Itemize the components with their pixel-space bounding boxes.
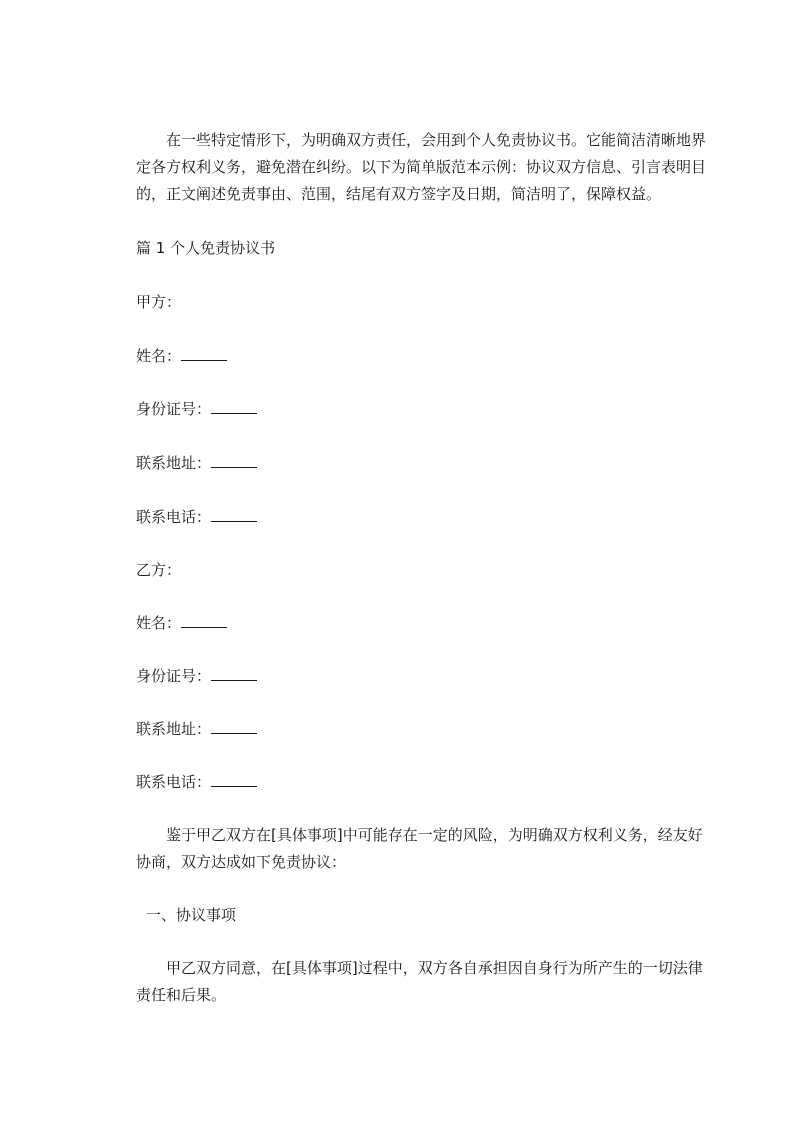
party-a-address-blank <box>211 453 257 468</box>
clause-1-heading: 一、协议事项 <box>146 906 237 924</box>
party-b-phone-label: 联系电话： <box>136 773 212 791</box>
party-a-heading: 甲方： <box>136 293 182 311</box>
clause-1-body: 甲乙双方同意，在[具体事项]过程中，双方各自承担因自身行为所产生的一切法律责任和后果。 <box>136 959 703 1004</box>
party-b-id-label: 身份证号： <box>136 667 212 685</box>
party-b-id-blank <box>211 666 257 681</box>
party-a-phone-field <box>136 506 257 528</box>
preamble-paragraph: 鉴于甲乙双方在[具体事项]中可能存在一定的风险，为明确双方权利义务，经友好协商，双方达成如下免责协议： <box>136 826 703 871</box>
party-a-phone-label: 联系电话： <box>136 508 212 526</box>
party-a-address-label: 联系地址： <box>136 454 212 472</box>
intro-paragraph: 在一些特定情形下，为明确双方责任，会用到个人免责协议书。它能简洁清晰地界定各方权利义务，避免潜在纠纷。以下为简单版范本示例：协议双方信息、引言表明目的，正文阐述免责事由、范围，结尾有双方签字及日期，简洁明了，保障权益。 <box>136 131 707 203</box>
party-b-id-field <box>136 665 257 687</box>
party-a-id-blank <box>211 399 257 414</box>
section-title: 篇 1 个人免责协议书 <box>136 239 276 257</box>
party-a-address-field <box>136 452 257 474</box>
party-b-phone-field <box>136 771 257 793</box>
party-b-address-blank <box>211 719 257 734</box>
party-b-heading: 乙方： <box>136 561 182 579</box>
party-a-id-label: 身份证号： <box>136 400 212 418</box>
party-b-address-label: 联系地址： <box>136 720 212 738</box>
party-b-phone-blank <box>211 772 257 787</box>
party-b-name-field <box>136 612 227 634</box>
party-a-phone-blank <box>211 507 257 522</box>
party-a-name-label: 姓名： <box>136 347 182 365</box>
party-b-name-blank <box>181 613 227 628</box>
party-b-name-label: 姓名： <box>136 614 182 632</box>
party-a-id-field <box>136 398 257 420</box>
party-a-name-field <box>136 345 227 367</box>
party-b-address-field <box>136 718 257 740</box>
party-a-name-blank <box>181 346 227 361</box>
